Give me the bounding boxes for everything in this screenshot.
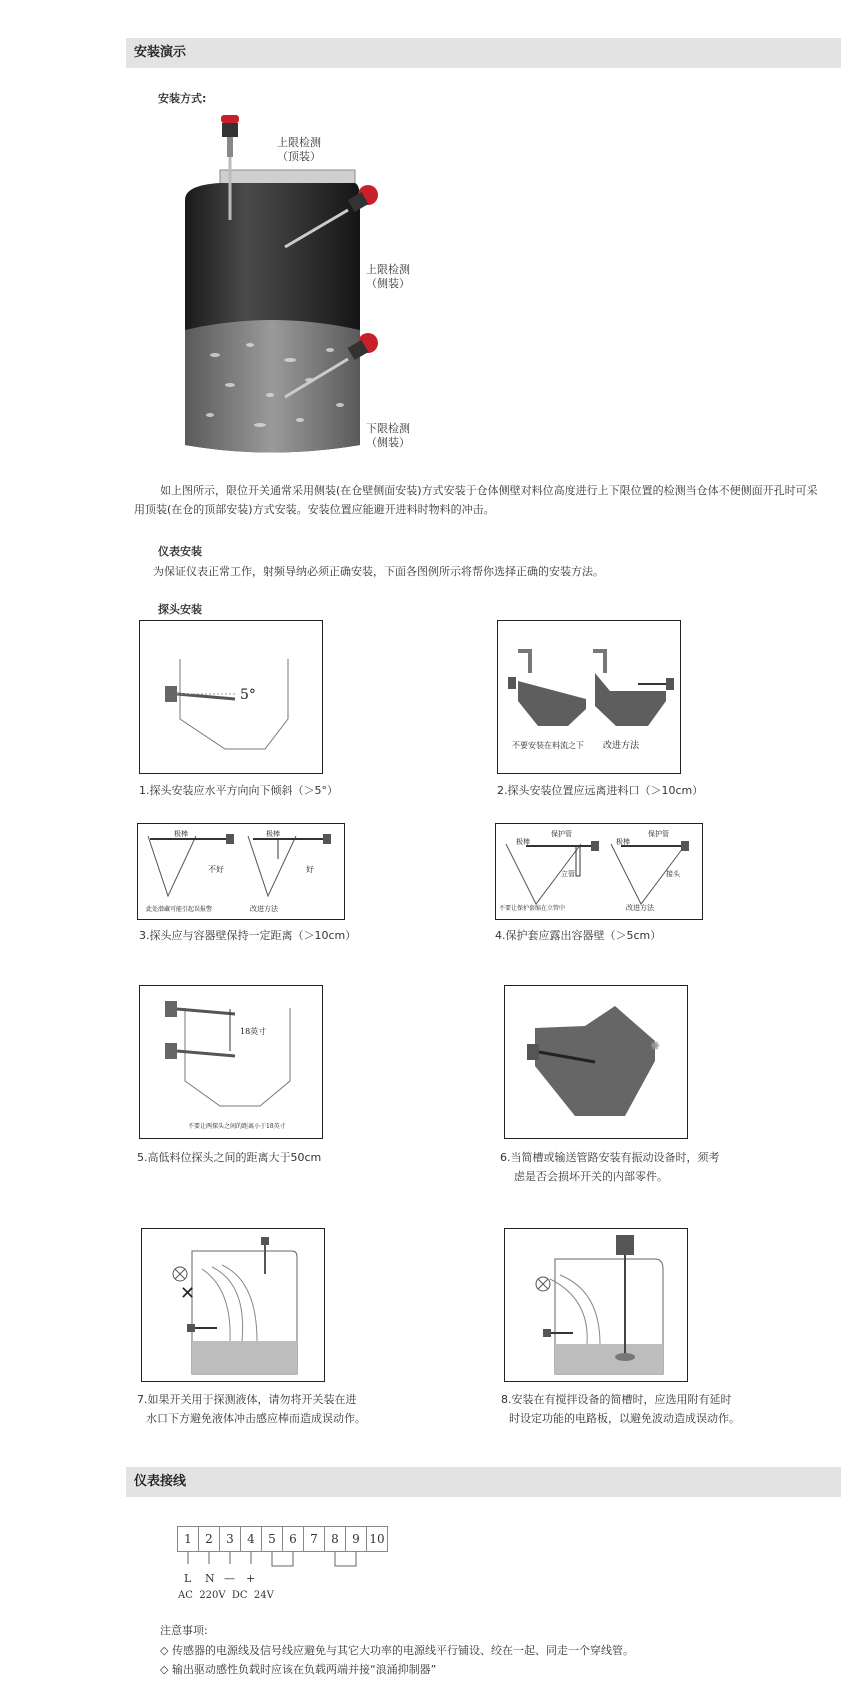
fig8-caption-line2: 时设定功能的电路板，以避免波动造成误动作。 [509,1412,740,1425]
mark-L: L [184,1572,192,1585]
fig3-good-text: 好 [306,865,314,874]
side-upper-label-1: 上限检测 [366,263,410,276]
fig2-wrong-text: 不要安装在料流之下 [512,741,584,750]
terminal-3: 3 [220,1527,241,1552]
svg-text:✕: ✕ [180,1283,196,1304]
fig3-caption: 3.探头应与容器壁保持一定距离（＞10cm） [139,929,357,942]
terminal-8: 8 [325,1527,346,1552]
terminal-9: 9 [346,1527,367,1552]
section-title-install [126,38,841,68]
fig4-rod1-text: 极棒 [516,838,530,846]
fig1-caption: 1.探头安装应水平方向向下倾斜（＞5°） [139,784,338,797]
fig4-note1-text: 不要让保护套缩在立管中 [499,905,566,912]
section-title-wiring [126,1467,841,1497]
mark-plus: + [246,1572,256,1585]
side-lower-label-2: （侧装） [366,436,410,449]
fig3-rod2-text: 极棒 [266,830,280,838]
fig5-caption: 5.高低料位探头之间的距离大于50cm [137,1151,322,1164]
fig3-bad-text: 不好 [208,865,224,874]
mark-minus: — [224,1572,235,1585]
side-lower-label-1: 下限检测 [366,422,410,435]
terminal-block [177,1526,388,1552]
fig5-note-text: 不要让两探头之间的距离小于18英寸 [188,1123,286,1130]
supply-label: AC 220V DC 24V [178,1590,274,1601]
terminal-6: 6 [283,1527,304,1552]
fig8-caption-line1: 8.安装在有搅拌设备的简槽时，应选用附有延时 [501,1393,732,1406]
figure-1 [139,620,323,774]
svg-text:✺: ✺ [650,1039,661,1053]
fig4-joint-text: 接头 [666,870,680,878]
instrument-heading: 仪表安装 [158,545,202,558]
fig4-pipe1-text: 保护管 [551,830,572,838]
mount-label: 安装方式: [158,92,207,105]
figure-5 [139,985,323,1139]
fig4-caption: 4.保护套应露出容器壁（＞5cm） [495,929,662,942]
fig7-caption-line2: 水口下方避免液体冲击感应棒而造成误动作。 [146,1412,366,1425]
instrument-text: 为保证仪表正常工作，射频导纳必须正确安装，下面各图例所示将帮你选择正确的安装方法。 [153,565,604,578]
fig4-vertical-text: 立管 [561,870,575,878]
fig3-note2-text: 改进方法 [250,905,278,913]
top-probe-label-1: 上限检测 [277,136,321,149]
fig4-note2-text: 改进方法 [626,904,654,912]
figure-7 [141,1228,325,1382]
fig7-caption-line1: 7.如果开关用于探测液体，请勿将开关装在进 [137,1393,357,1406]
figure-2 [497,620,681,774]
probe-heading: 探头安装 [158,603,202,616]
terminal-7: 7 [304,1527,325,1552]
mount-paragraph-line2: 用顶装(在仓的顶部安装)方式安装。安装位置应能避开进料时物料的冲击。 [134,503,495,516]
note-1: ◇ 传感器的电源线及信号线应避免与其它大功率的电源线平行铺设、绞在一起、同走一个穿线管。 [160,1644,634,1657]
fig3-rod1-text: 极棒 [174,830,188,838]
side-upper-label-2: （侧装） [366,277,410,290]
fig6-caption-line1: 6.当简槽或输送管路安装有振动设备时，须考 [500,1151,720,1164]
fig4-pipe2-text: 保护管 [648,830,669,838]
fig2-caption: 2.探头安装位置应远离进料口（＞10cm） [497,784,704,797]
fig6-caption-line2: 虑是否会损坏开关的内部零件。 [514,1170,668,1183]
figure-4 [495,823,703,920]
fig4-rod2-text: 极棒 [616,838,630,846]
terminal-4: 4 [241,1527,262,1552]
mount-paragraph-line1: 如上图所示，限位开关通常采用侧装(在仓壁侧面安装)方式安装于仓体侧壁对料位高度进行上下限位置的检测当仓体不便侧面开孔时可采 [160,484,818,497]
notes-title: 注意事项: [160,1624,208,1637]
top-probe-label-2: （顶装） [277,150,321,163]
figure-8 [504,1228,688,1382]
figure-3 [137,823,345,920]
terminal-1: 1 [178,1527,199,1552]
fig2-right-text: 改进方法 [603,741,640,751]
fig5-dist-text: 18英寸 [240,1027,267,1036]
terminal-10: 10 [367,1527,388,1552]
fig1-angle-text: 5° [240,687,256,703]
section-title-text: 仪表接线 [134,1474,187,1489]
figure-6 [504,985,688,1139]
section-title-text: 安装演示 [134,45,187,60]
fig3-note1-text: 此处潜藏可能引起误报警 [146,906,213,913]
terminal-2: 2 [199,1527,220,1552]
note-2: ◇ 输出驱动感性负载时应该在负载两端并接“浪涌抑制器” [160,1663,437,1676]
mark-N: N [205,1572,215,1585]
terminal-5: 5 [262,1527,283,1552]
